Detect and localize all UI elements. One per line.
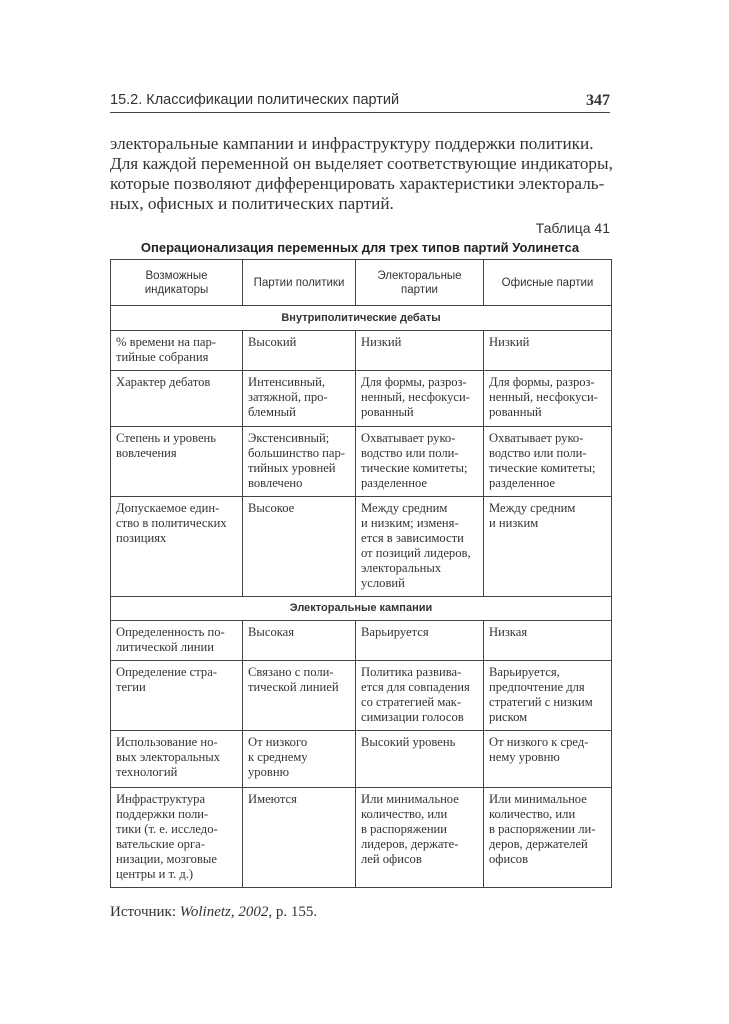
section-title: Электоральные кампании <box>111 597 612 621</box>
section-title: Внутриполитические дебаты <box>111 306 612 331</box>
column-header: Офисные партии <box>484 260 612 306</box>
value-cell: Высокое <box>243 497 356 597</box>
indicator-cell: % времени на пар- тийные собрания <box>111 331 243 371</box>
table-header-row <box>111 260 612 306</box>
column-header: Партии политики <box>243 260 356 306</box>
value-cell: Варьируется <box>356 621 484 661</box>
value-cell: От низкого к сред- нему уровню <box>484 731 612 788</box>
indicator-cell: Использование но- вых электоральных технологий <box>111 731 243 788</box>
section-row <box>111 306 612 331</box>
table-title: Операционализация переменных для трех типов партий Уолинетса <box>140 240 580 255</box>
value-cell: Охватывает руко- водство или поли- тические комитеты; разделенное <box>484 427 612 497</box>
value-cell: Или минимальное количество, или в распоряжении ли- деров, держателей офисов <box>484 788 612 888</box>
value-cell: Имеются <box>243 788 356 888</box>
value-cell: Для формы, разроз- ненный, несфокуси- рованный <box>484 371 612 427</box>
value-cell: Связано с поли- тической линией <box>243 661 356 731</box>
value-cell: От низкого к среднему уровню <box>243 731 356 788</box>
value-cell: Варьируется, предпочтение для стратегий с низким риском <box>484 661 612 731</box>
indicator-cell: Инфраструктура поддержки поли- тики (т. е. исследо- вательские орга- низации, мозговые центры и т. д.) <box>111 788 243 888</box>
value-cell: Низкий <box>356 331 484 371</box>
value-cell: Охватывает руко- водство или поли- тические комитеты; разделенное <box>356 427 484 497</box>
source-author: Wolinetz, 2002 <box>179 904 269 920</box>
source-suffix: , p. 155. <box>268 904 318 920</box>
section-row <box>111 597 612 621</box>
column-header: Возможные индикаторы <box>111 260 243 306</box>
table-row <box>111 331 612 371</box>
indicator-cell: Определение стра- тегии <box>111 661 243 731</box>
indicator-cell: Определенность по- литической линии <box>111 621 243 661</box>
value-cell: Или минимальное количество, или в распоряжении лидеров, держате- лей офисов <box>356 788 484 888</box>
source-prefix: Источник: <box>110 904 180 920</box>
value-cell: Высокая <box>243 621 356 661</box>
source-note <box>110 904 317 921</box>
indicator-cell: Допускаемое един- ство в политических позициях <box>111 497 243 597</box>
page-number: 347 <box>586 92 610 109</box>
value-cell: Для формы, разроз- ненный, несфокуси- рованный <box>356 371 484 427</box>
header-rule <box>110 112 610 113</box>
table-row <box>111 661 612 731</box>
table-row <box>111 731 612 788</box>
table-row <box>111 621 612 661</box>
table-row <box>111 497 612 597</box>
data-table <box>110 259 612 888</box>
table-number: Таблица 41 <box>535 220 610 236</box>
value-cell: Между средним и низким <box>484 497 612 597</box>
value-cell: Экстенсивный; большинство пар- тийных уровней вовлечено <box>243 427 356 497</box>
indicator-cell: Характер дебатов <box>111 371 243 427</box>
value-cell: Политика развива- ется для совпадения со стратегией мак- симизации голосов <box>356 661 484 731</box>
value-cell: Между средним и низким; изменя- ется в зависимости от позиций лидеров, электоральных условий <box>356 497 484 597</box>
running-head <box>110 92 610 108</box>
indicator-cell: Степень и уровень вовлечения <box>111 427 243 497</box>
body-paragraph: электоральные кампании и инфраструктуру поддержки политики. Для каждой переменной он выделяет соответствующие индикаторы, которые позволяют дифференцировать характеристики электораль- ных, офисных и политических партий. <box>110 134 613 213</box>
value-cell: Высокий уровень <box>356 731 484 788</box>
table-row <box>111 371 612 427</box>
value-cell: Высокий <box>243 331 356 371</box>
value-cell: Интенсивный, затяжной, про- блемный <box>243 371 356 427</box>
table-row <box>111 427 612 497</box>
column-header: Электоральные партии <box>356 260 484 306</box>
table-row <box>111 788 612 888</box>
value-cell: Низкий <box>484 331 612 371</box>
section-title: 15.2. Классификации политических партий <box>110 92 400 108</box>
value-cell: Низкая <box>484 621 612 661</box>
